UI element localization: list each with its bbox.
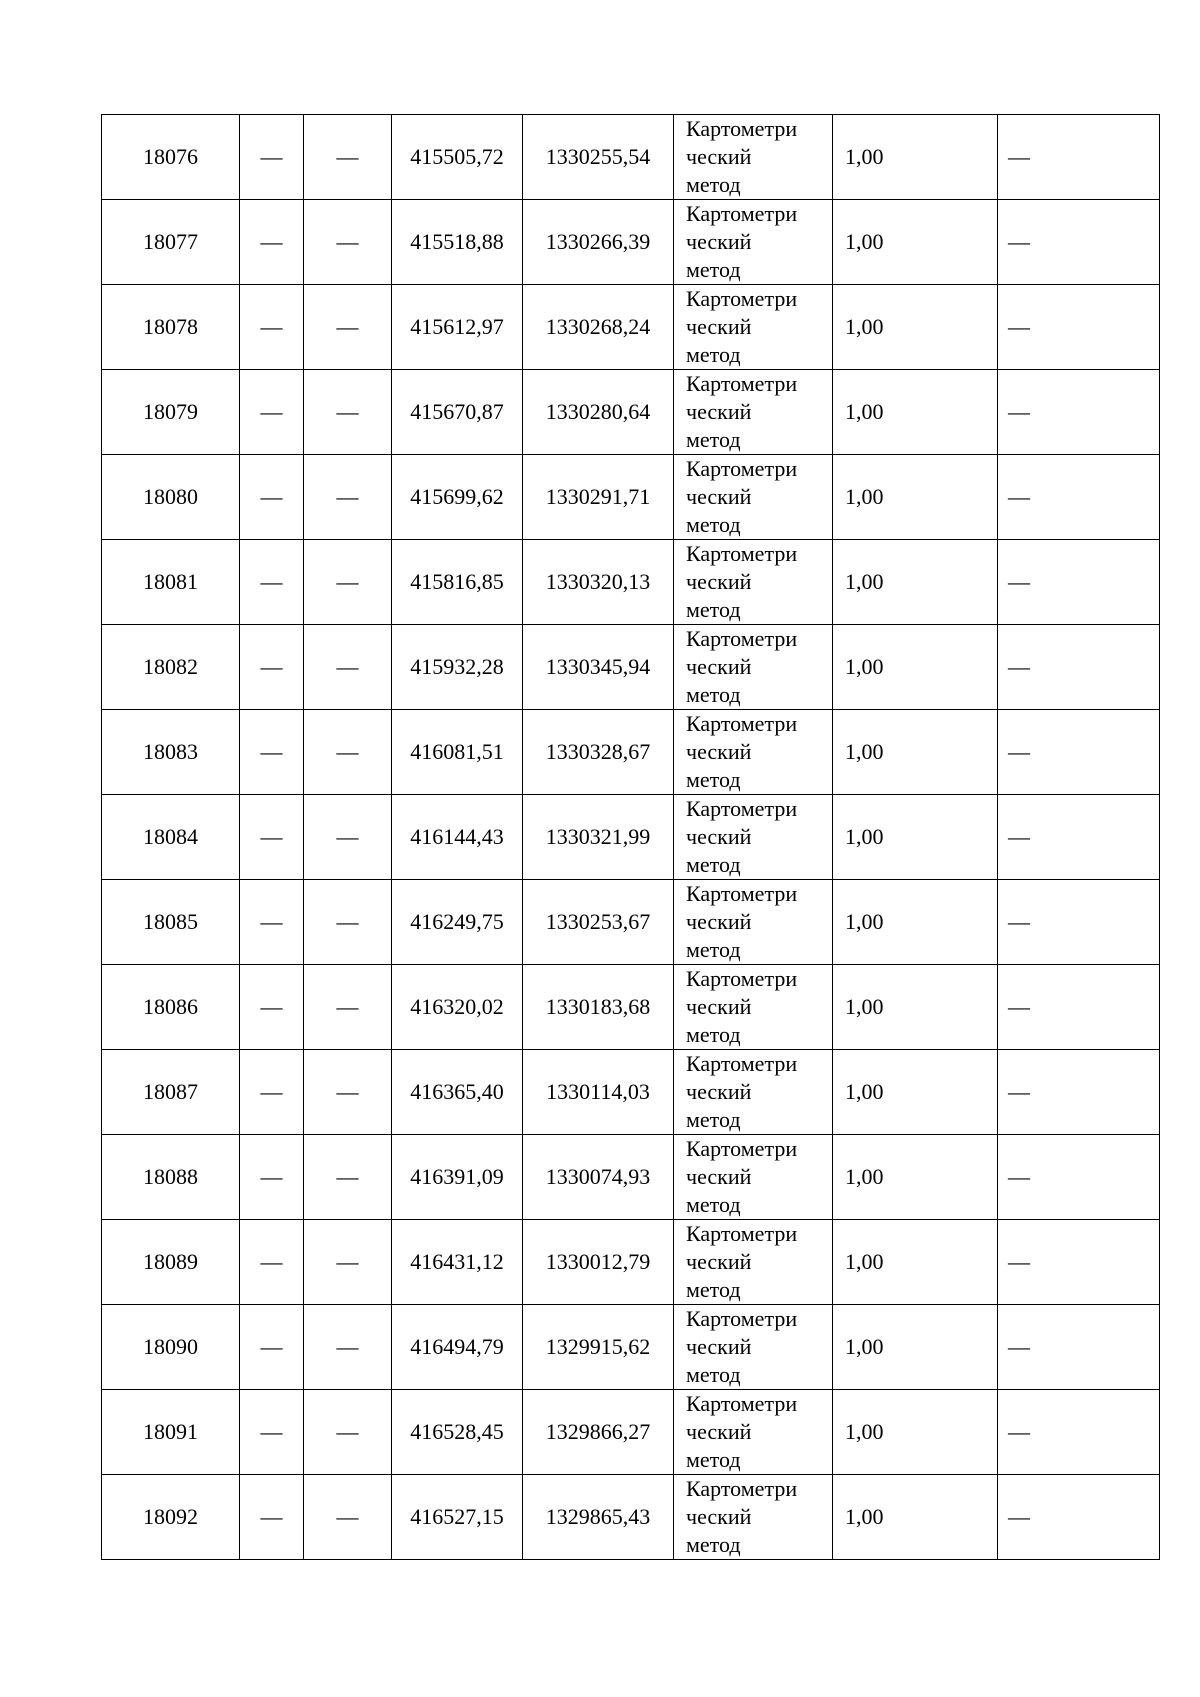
empty-dash-cell: —	[998, 625, 1160, 710]
method-text-line: метод	[686, 1022, 741, 1047]
accuracy-cell: 1,00	[833, 115, 998, 200]
method-text-line: Картометри	[686, 541, 798, 566]
point-number-cell: 18079	[102, 370, 240, 455]
accuracy-cell: 1,00	[833, 880, 998, 965]
x-coordinate-cell: 416081,51	[392, 710, 523, 795]
x-coordinate-cell: 415699,62	[392, 455, 523, 540]
coordinates-table	[101, 114, 1160, 1560]
empty-dash-cell: —	[998, 1305, 1160, 1390]
y-coordinate-cell: 1330255,54	[523, 115, 674, 200]
table-row	[102, 1220, 1160, 1305]
empty-dash-cell: —	[998, 285, 1160, 370]
table-row	[102, 795, 1160, 880]
table-row	[102, 1050, 1160, 1135]
method-text-line: Картометри	[686, 286, 798, 311]
empty-dash-cell: —	[998, 880, 1160, 965]
method-text-line: ческий	[686, 569, 752, 594]
point-number-cell: 18084	[102, 795, 240, 880]
method-cell	[674, 795, 833, 880]
table-row	[102, 200, 1160, 285]
y-coordinate-cell: 1330266,39	[523, 200, 674, 285]
method-text-line: ческий	[686, 229, 752, 254]
empty-dash-cell: —	[304, 370, 392, 455]
method-cell	[674, 115, 833, 200]
method-text-line: метод	[686, 342, 741, 367]
empty-dash-cell: —	[240, 625, 304, 710]
method-text-line: Картометри	[686, 1051, 798, 1076]
x-coordinate-cell: 416494,79	[392, 1305, 523, 1390]
method-text-line: Картометри	[686, 711, 798, 736]
method-text-line: Картометри	[686, 1306, 798, 1331]
empty-dash-cell: —	[304, 625, 392, 710]
accuracy-cell: 1,00	[833, 1220, 998, 1305]
method-cell	[674, 540, 833, 625]
x-coordinate-cell: 415505,72	[392, 115, 523, 200]
method-text-line: Картометри	[686, 456, 798, 481]
point-number-cell: 18080	[102, 455, 240, 540]
y-coordinate-cell: 1330074,93	[523, 1135, 674, 1220]
y-coordinate-cell: 1330280,64	[523, 370, 674, 455]
empty-dash-cell: —	[240, 200, 304, 285]
method-text-line: Картометри	[686, 201, 798, 226]
empty-dash-cell: —	[240, 540, 304, 625]
method-text-line: ческий	[686, 1334, 752, 1359]
method-text-line: метод	[686, 1192, 741, 1217]
method-text-line: ческий	[686, 909, 752, 934]
method-cell	[674, 1390, 833, 1475]
method-text-line: метод	[686, 172, 741, 197]
empty-dash-cell: —	[240, 1475, 304, 1560]
method-text-line: Картометри	[686, 371, 798, 396]
accuracy-cell: 1,00	[833, 1135, 998, 1220]
method-text-line: метод	[686, 257, 741, 282]
accuracy-cell: 1,00	[833, 285, 998, 370]
method-text-line: метод	[686, 767, 741, 792]
y-coordinate-cell: 1330321,99	[523, 795, 674, 880]
point-number-cell: 18085	[102, 880, 240, 965]
empty-dash-cell: —	[998, 455, 1160, 540]
accuracy-cell: 1,00	[833, 625, 998, 710]
method-text-line: Картометри	[686, 1136, 798, 1161]
y-coordinate-cell: 1329865,43	[523, 1475, 674, 1560]
point-number-cell: 18077	[102, 200, 240, 285]
empty-dash-cell: —	[240, 115, 304, 200]
method-text-line: метод	[686, 937, 741, 962]
x-coordinate-cell: 416365,40	[392, 1050, 523, 1135]
empty-dash-cell: —	[240, 880, 304, 965]
method-text-line: метод	[686, 427, 741, 452]
x-coordinate-cell: 415518,88	[392, 200, 523, 285]
method-text-line: ческий	[686, 1079, 752, 1104]
accuracy-cell: 1,00	[833, 370, 998, 455]
empty-dash-cell: —	[240, 710, 304, 795]
method-cell	[674, 625, 833, 710]
point-number-cell: 18088	[102, 1135, 240, 1220]
empty-dash-cell: —	[304, 540, 392, 625]
method-text-line: метод	[686, 512, 741, 537]
accuracy-cell: 1,00	[833, 200, 998, 285]
empty-dash-cell: —	[304, 200, 392, 285]
point-number-cell: 18083	[102, 710, 240, 795]
y-coordinate-cell: 1330253,67	[523, 880, 674, 965]
empty-dash-cell: —	[998, 710, 1160, 795]
y-coordinate-cell: 1330291,71	[523, 455, 674, 540]
point-number-cell: 18081	[102, 540, 240, 625]
method-text-line: метод	[686, 852, 741, 877]
accuracy-cell: 1,00	[833, 795, 998, 880]
method-text-line: Картометри	[686, 1476, 798, 1501]
point-number-cell: 18091	[102, 1390, 240, 1475]
empty-dash-cell: —	[304, 1135, 392, 1220]
x-coordinate-cell: 416320,02	[392, 965, 523, 1050]
table-row	[102, 1305, 1160, 1390]
method-text-line: Картометри	[686, 881, 798, 906]
empty-dash-cell: —	[240, 1305, 304, 1390]
empty-dash-cell: —	[998, 1475, 1160, 1560]
method-cell	[674, 1305, 833, 1390]
empty-dash-cell: —	[998, 1135, 1160, 1220]
table-row	[102, 625, 1160, 710]
x-coordinate-cell: 416527,15	[392, 1475, 523, 1560]
method-cell	[674, 1135, 833, 1220]
table-row	[102, 880, 1160, 965]
empty-dash-cell: —	[304, 965, 392, 1050]
empty-dash-cell: —	[998, 795, 1160, 880]
empty-dash-cell: —	[304, 285, 392, 370]
point-number-cell: 18076	[102, 115, 240, 200]
accuracy-cell: 1,00	[833, 1305, 998, 1390]
method-text-line: метод	[686, 597, 741, 622]
accuracy-cell: 1,00	[833, 1475, 998, 1560]
method-text-line: ческий	[686, 399, 752, 424]
method-text-line: Картометри	[686, 1221, 798, 1246]
method-text-line: ческий	[686, 1419, 752, 1444]
method-text-line: ческий	[686, 1164, 752, 1189]
y-coordinate-cell: 1329915,62	[523, 1305, 674, 1390]
point-number-cell: 18087	[102, 1050, 240, 1135]
table-row	[102, 1390, 1160, 1475]
point-number-cell: 18086	[102, 965, 240, 1050]
point-number-cell: 18078	[102, 285, 240, 370]
empty-dash-cell: —	[304, 115, 392, 200]
empty-dash-cell: —	[998, 115, 1160, 200]
accuracy-cell: 1,00	[833, 455, 998, 540]
method-text-line: метод	[686, 682, 741, 707]
y-coordinate-cell: 1330114,03	[523, 1050, 674, 1135]
method-cell	[674, 1050, 833, 1135]
accuracy-cell: 1,00	[833, 965, 998, 1050]
x-coordinate-cell: 416528,45	[392, 1390, 523, 1475]
method-cell	[674, 1475, 833, 1560]
method-text-line: Картометри	[686, 1391, 798, 1416]
x-coordinate-cell: 416391,09	[392, 1135, 523, 1220]
method-text-line: ческий	[686, 484, 752, 509]
table-row	[102, 1475, 1160, 1560]
method-cell	[674, 285, 833, 370]
empty-dash-cell: —	[998, 1220, 1160, 1305]
table-row	[102, 710, 1160, 795]
empty-dash-cell: —	[304, 1390, 392, 1475]
point-number-cell: 18082	[102, 625, 240, 710]
empty-dash-cell: —	[240, 965, 304, 1050]
accuracy-cell: 1,00	[833, 1050, 998, 1135]
empty-dash-cell: —	[304, 710, 392, 795]
method-text-line: Картометри	[686, 796, 798, 821]
method-text-line: Картометри	[686, 116, 798, 141]
y-coordinate-cell: 1330183,68	[523, 965, 674, 1050]
empty-dash-cell: —	[240, 1390, 304, 1475]
accuracy-cell: 1,00	[833, 1390, 998, 1475]
y-coordinate-cell: 1330328,67	[523, 710, 674, 795]
accuracy-cell: 1,00	[833, 710, 998, 795]
method-cell	[674, 880, 833, 965]
empty-dash-cell: —	[240, 1050, 304, 1135]
empty-dash-cell: —	[304, 1305, 392, 1390]
empty-dash-cell: —	[998, 540, 1160, 625]
empty-dash-cell: —	[240, 1135, 304, 1220]
y-coordinate-cell: 1330345,94	[523, 625, 674, 710]
empty-dash-cell: —	[998, 1390, 1160, 1475]
empty-dash-cell: —	[240, 1220, 304, 1305]
empty-dash-cell: —	[304, 455, 392, 540]
accuracy-cell: 1,00	[833, 540, 998, 625]
x-coordinate-cell: 415612,97	[392, 285, 523, 370]
point-number-cell: 18090	[102, 1305, 240, 1390]
empty-dash-cell: —	[304, 1475, 392, 1560]
y-coordinate-cell: 1329866,27	[523, 1390, 674, 1475]
table-row	[102, 115, 1160, 200]
method-text-line: метод	[686, 1107, 741, 1132]
point-number-cell: 18089	[102, 1220, 240, 1305]
y-coordinate-cell: 1330268,24	[523, 285, 674, 370]
empty-dash-cell: —	[304, 880, 392, 965]
table-row	[102, 540, 1160, 625]
method-text-line: метод	[686, 1362, 741, 1387]
method-cell	[674, 200, 833, 285]
method-text-line: ческий	[686, 739, 752, 764]
method-text-line: ческий	[686, 654, 752, 679]
method-text-line: ческий	[686, 144, 752, 169]
y-coordinate-cell: 1330012,79	[523, 1220, 674, 1305]
method-text-line: Картометри	[686, 966, 798, 991]
method-cell	[674, 455, 833, 540]
empty-dash-cell: —	[240, 285, 304, 370]
table-body	[102, 115, 1160, 1560]
method-text-line: ческий	[686, 994, 752, 1019]
method-text-line: метод	[686, 1277, 741, 1302]
empty-dash-cell: —	[998, 370, 1160, 455]
empty-dash-cell: —	[998, 965, 1160, 1050]
method-text-line: метод	[686, 1532, 741, 1557]
x-coordinate-cell: 416144,43	[392, 795, 523, 880]
y-coordinate-cell: 1330320,13	[523, 540, 674, 625]
x-coordinate-cell: 416249,75	[392, 880, 523, 965]
empty-dash-cell: —	[240, 455, 304, 540]
empty-dash-cell: —	[304, 795, 392, 880]
empty-dash-cell: —	[998, 200, 1160, 285]
method-text-line: ческий	[686, 1504, 752, 1529]
method-cell	[674, 1220, 833, 1305]
method-text-line: ческий	[686, 314, 752, 339]
x-coordinate-cell: 416431,12	[392, 1220, 523, 1305]
empty-dash-cell: —	[240, 370, 304, 455]
empty-dash-cell: —	[240, 795, 304, 880]
method-text-line: ческий	[686, 1249, 752, 1274]
method-text-line: Картометри	[686, 626, 798, 651]
x-coordinate-cell: 415932,28	[392, 625, 523, 710]
point-number-cell: 18092	[102, 1475, 240, 1560]
table-row	[102, 455, 1160, 540]
table-row	[102, 285, 1160, 370]
x-coordinate-cell: 415670,87	[392, 370, 523, 455]
empty-dash-cell: —	[304, 1220, 392, 1305]
table-row	[102, 965, 1160, 1050]
method-cell	[674, 370, 833, 455]
method-cell	[674, 965, 833, 1050]
empty-dash-cell: —	[304, 1050, 392, 1135]
method-text-line: метод	[686, 1447, 741, 1472]
empty-dash-cell: —	[998, 1050, 1160, 1135]
table-row	[102, 1135, 1160, 1220]
method-cell	[674, 710, 833, 795]
x-coordinate-cell: 415816,85	[392, 540, 523, 625]
method-text-line: ческий	[686, 824, 752, 849]
table-row	[102, 370, 1160, 455]
